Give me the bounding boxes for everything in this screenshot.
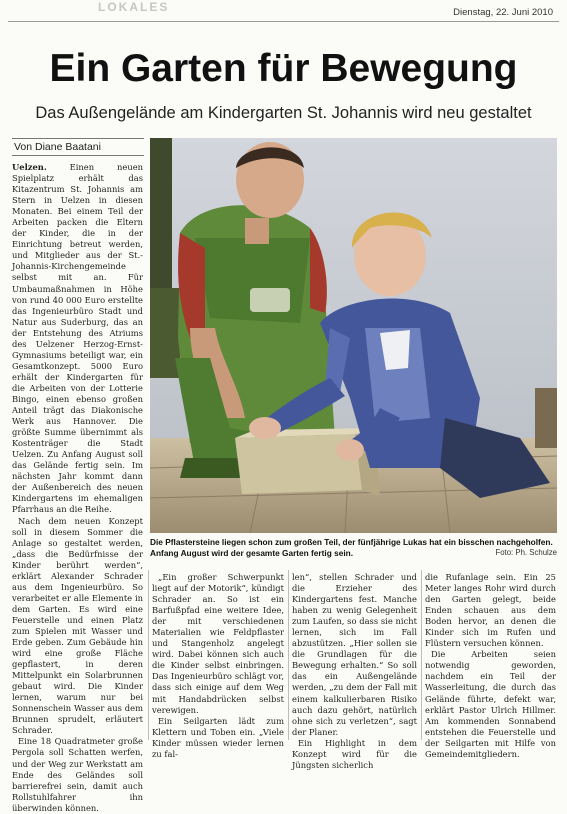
paragraph: Ein Highlight in dem Konzept wird für die Jüngsten sicherlich [292, 737, 417, 770]
photo-credit: Foto: Ph. Schulze [495, 548, 557, 557]
paragraph: len“, stellen Schrader und die Erzieher des Kindergartens fest. Manche haben zu wenig Gelegenheit zum Laufen, so dass sie nicht lernen, sich im Fall abzustützen. „Hier sollen sie die Grundlagen für die Bewegung erhalten.“ So soll das ein Außengelände werden, „zu dem der Fall mit einem kalkulierbaren Risiko auch dazu gehört, natürlich ohne sich zu verletzen“, sagt der Planer. [292, 572, 417, 737]
photo-caption: Die Pflastersteine liegen schon zum großen Teil, der fünfjährige Lukas hat ein bisschen nachgeholfen. Anfang August wird der gesamte Garten fertig sein. [150, 537, 553, 558]
article-subheadline: Das Außengelände am Kindergarten St. Johannis wird neu gestaltet [35, 104, 532, 122]
paragraph [12, 162, 143, 516]
paragraph: „Ein großer Schwerpunkt liegt auf der Motorik“, kündigt Schrader an. So ist ein Barfußpfad eine weitere Idee, der mit verschiedenen Materialien wie Feldpflaster und Stangenholz angelegt wird. Dabei können sich auch die Kinder selbst einbringen. Das Ingenieurbüro schlägt vor, dass sich einige auf dem Weg mit Handabdrücken selbst verewigen. [152, 572, 284, 715]
text-column-1 [12, 162, 143, 814]
paragraph: Nach dem neuen Konzept soll in diesem Sommer die Anlage so gestaltet werden, „dass die Bedürfnisse der Kinder berührt werden“, erklärt Alexander Schrader aus dem Ingenieurbüro. So verarbeitet er alle Elemente in dem Garten. Es wird eine Feuerstelle und einen Platz zum Spielen mit Wasser und Erde geben. Zum Gebäude hin wird eine große Fläche gepflastert, in deren Mittelpunkt ein Solarbrunnen gebaut wird. Die Kinder lernen, warum nur bei Sonnenschein Wasser aus dem Brunnen sprudelt, erläutert Schrader. [12, 515, 143, 736]
section-label: LOKALES [98, 0, 170, 14]
column-divider [288, 570, 289, 740]
paragraph: Die Arbeiten seien notwendig geworden, nachdem ein Teil der Wasserleitung, die durch das Gelände führte, defekt war, erklärt Pastor Ulrich Hillmer. Am kommenden Sonnabend entstehen die Feuerstelle und der Seilgarten mit Hilfe von Gemeindemitgliedern. [425, 649, 556, 759]
paragraph: die Rufanlage sein. Ein 25 Meter langes Rohr wird durch den Garten gelegt, beide Enden schauen aus dem Boden hervor, an denen die Kinder sich im Rufen und Flüstern versuchen können. [425, 572, 556, 649]
author-rule-bottom [12, 155, 144, 156]
text-column-4 [425, 572, 556, 760]
paragraph-text: Einen neuen Spielplatz erhält das Kitazentrum St. Johannis am Stern in Uelzen in diesen Monaten. Bei einem Teil der Arbeiten packen die Eltern der Kinder, die in der Einrichtung betreut werden, und Mitglieder aus der St.-Johannis-Kirchengemeinde selbst mit an. Für Umbaumaßnahmen in Höhe von rund 40 000 Euro erstellte das Ingenieurbüro Stadt und Natur aus Suderburg, das an der Entstehung des Atriums des Uelzener Herzog-Ernst-Gymnasiums beteiligt war, ein Gesamtkonzept. 5000 Euro erhält der Kindergarten für die Arbeiten von der Lotterie Bingo, einen ebenso großen Anteil trägt das Diakonische Werk aus Hannover. Die größte Summe übernimmt als Kostenträger die Stadt Uelzen. Zu Anfang August soll das Gelände fertig sein. Im nächsten Jahr kommt dann der Außenbereich des neuen Kindergartens im ehemaligen Pfarrhaus an die Reihe. [12, 162, 143, 515]
text-column-3 [292, 572, 417, 771]
paragraph: Eine 18 Quadratmeter große Pergola soll Schatten werfen, und der Weg zur Werkstatt am Ende des Geländes soll barrierefrei sein, damit auch Rollstuhlfahrer ihn überwinden können. [12, 736, 143, 813]
photo-illustration [150, 138, 557, 533]
text-column-2 [152, 572, 284, 760]
column-divider [148, 570, 149, 740]
author-rule-top [12, 138, 144, 139]
paragraph: Ein Seilgarten lädt zum Klettern und Toben ein. „Viele Kinder müssen wieder lernen zu fal- [152, 715, 284, 759]
issue-date: Dienstag, 22. Juni 2010 [453, 7, 553, 18]
dateline: Uelzen. [12, 162, 47, 172]
column-divider [421, 570, 422, 740]
author-byline: Von Diane Baatani [14, 141, 101, 153]
header-divider [8, 21, 559, 22]
article-headline: Ein Garten für Bewegung [49, 47, 518, 90]
article-photo [150, 138, 557, 533]
